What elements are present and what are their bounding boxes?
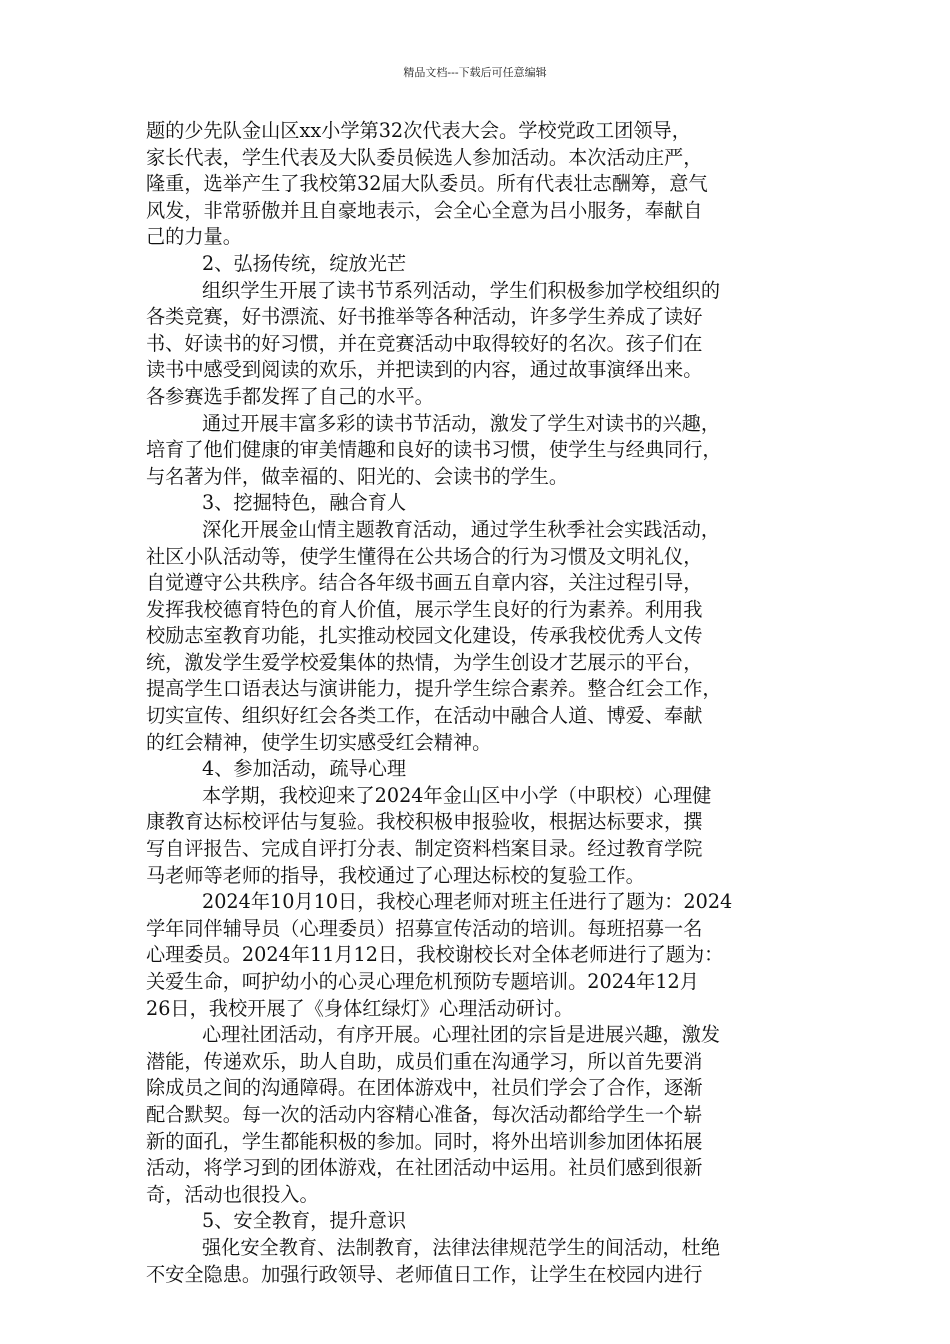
text-line: 潜能，传递欢乐，助人自助，成员们重在沟通学习，所以首先要消 <box>146 1049 703 1073</box>
text-line: 读书中感受到阅读的欢乐，并把读到的内容，通过故事演绎出来。 <box>146 358 703 382</box>
text-line: 活动，将学习到的团体游戏，在社团活动中运用。社员们感到很新 <box>146 1156 703 1180</box>
text-line: 书、好读书的好习惯，并在竞赛活动中取得较好的名次。孩子们在 <box>146 331 703 355</box>
text-line: 社区小队活动等，使学生懂得在公共场合的行为习惯及文明礼仪， <box>146 544 703 568</box>
text-line: 除成员之间的沟通障碍。在团体游戏中，社员们学会了合作，逐渐 <box>146 1076 703 1100</box>
page-header: 精品文档---下载后可任意编辑 <box>403 66 547 79</box>
text-line: 4、参加活动，疏导心理 <box>202 757 407 781</box>
text-line: 发挥我校德育特色的育人价值，展示学生良好的行为素养。利用我 <box>146 597 703 621</box>
text-line: 自觉遵守公共秩序。结合各年级书画五自章内容，关注过程引导， <box>146 571 703 595</box>
text-line: 的红会精神，使学生切实感受红会精神。 <box>146 730 492 754</box>
text-line: 家长代表，学生代表及大队委员候选人参加活动。本次活动庄严， <box>146 145 703 169</box>
text-line: 风发，非常骄傲并且自豪地表示，会全心全意为吕小服务，奉献自 <box>146 198 703 222</box>
text-line: 切实宣传、组织好红会各类工作，在活动中融合人道、博爱、奉献 <box>146 704 703 728</box>
text-line: 各类竞赛，好书漂流、好书推举等各种活动，许多学生养成了读好 <box>146 305 703 329</box>
document-body <box>146 118 822 1288</box>
text-line: 奇，活动也很投入。 <box>146 1182 319 1206</box>
text-line: 心理委员。2024年11月12日，我校谢校长对全体老师进行了题为： <box>146 943 724 967</box>
text-line: 写自评报告、完成自评打分表、制定资料档案目录。经过教育学院 <box>146 837 703 861</box>
text-line: 提高学生口语表达与演讲能力，提升学生综合素养。整合红会工作， <box>146 677 722 701</box>
text-line: 马老师等老师的指导，我校通过了心理达标校的复验工作。 <box>146 863 645 887</box>
text-line: 培育了他们健康的审美情趣和良好的读书习惯，使学生与经典同行， <box>146 438 722 462</box>
text-line: 学年同伴辅导员（心理委员）招募宣传活动的培训。每班招募一名 <box>146 916 703 940</box>
text-line: 26日，我校开展了《身体红绿灯》心理活动研讨。 <box>146 996 574 1020</box>
text-line: 3、挖掘特色，融合育人 <box>202 491 407 515</box>
text-line: 5、安全教育，提升意识 <box>202 1209 407 1233</box>
text-line: 各参赛选手都发挥了自己的水平。 <box>146 384 434 408</box>
text-line: 新的面孔，学生都能积极的参加。同时，将外出培训参加团体拓展 <box>146 1129 703 1153</box>
text-line: 隆重，选举产生了我校第32届大队委员。所有代表壮志酬筹，意气 <box>146 172 708 196</box>
text-line: 本学期，我校迎来了2024年金山区中小学（中职校）心理健 <box>202 783 712 807</box>
text-line: 2024年10月10日，我校心理老师对班主任进行了题为：2024 <box>202 890 733 914</box>
text-line: 强化安全教育、法制教育，法律法律规范学生的间活动，杜绝 <box>202 1235 721 1259</box>
text-line: 不安全隐患。加强行政领导、老师值日工作，让学生在校园内进行 <box>146 1262 703 1286</box>
text-line: 题的少先队金山区xx小学第32次代表大会。学校党政工团领导， <box>146 119 691 142</box>
text-line: 配合默契。每一次的活动内容精心准备，每次活动都给学生一个崭 <box>146 1102 703 1126</box>
text-line: 校励志室教育功能，扎实推动校园文化建设，传承我校优秀人文传 <box>146 624 703 648</box>
text-line: 己的力量。 <box>146 225 242 249</box>
text-line: 康教育达标校评估与复验。我校积极申报验收，根据达标要求，撰 <box>146 810 703 834</box>
text-line: 2、弘扬传统，绽放光芒 <box>202 251 407 275</box>
text-line: 统，激发学生爱学校爱集体的热情，为学生创设才艺展示的平台， <box>146 650 703 674</box>
text-line: 心理社团活动，有序开展。心理社团的宗旨是进展兴趣，激发 <box>202 1023 721 1047</box>
text-line: 与名著为伴，做幸福的、阳光的、会读书的学生。 <box>146 464 569 488</box>
text-line: 通过开展丰富多彩的读书节活动，激发了学生对读书的兴趣， <box>202 411 721 435</box>
text-line: 关爱生命，呵护幼小的心灵心理危机预防专题培训。2024年12月 <box>146 970 699 993</box>
text-line: 组织学生开展了读书节系列活动，学生们积极参加学校组织的 <box>202 278 721 302</box>
text-line: 深化开展金山情主题教育活动，通过学生秋季社会实践活动， <box>202 517 721 541</box>
